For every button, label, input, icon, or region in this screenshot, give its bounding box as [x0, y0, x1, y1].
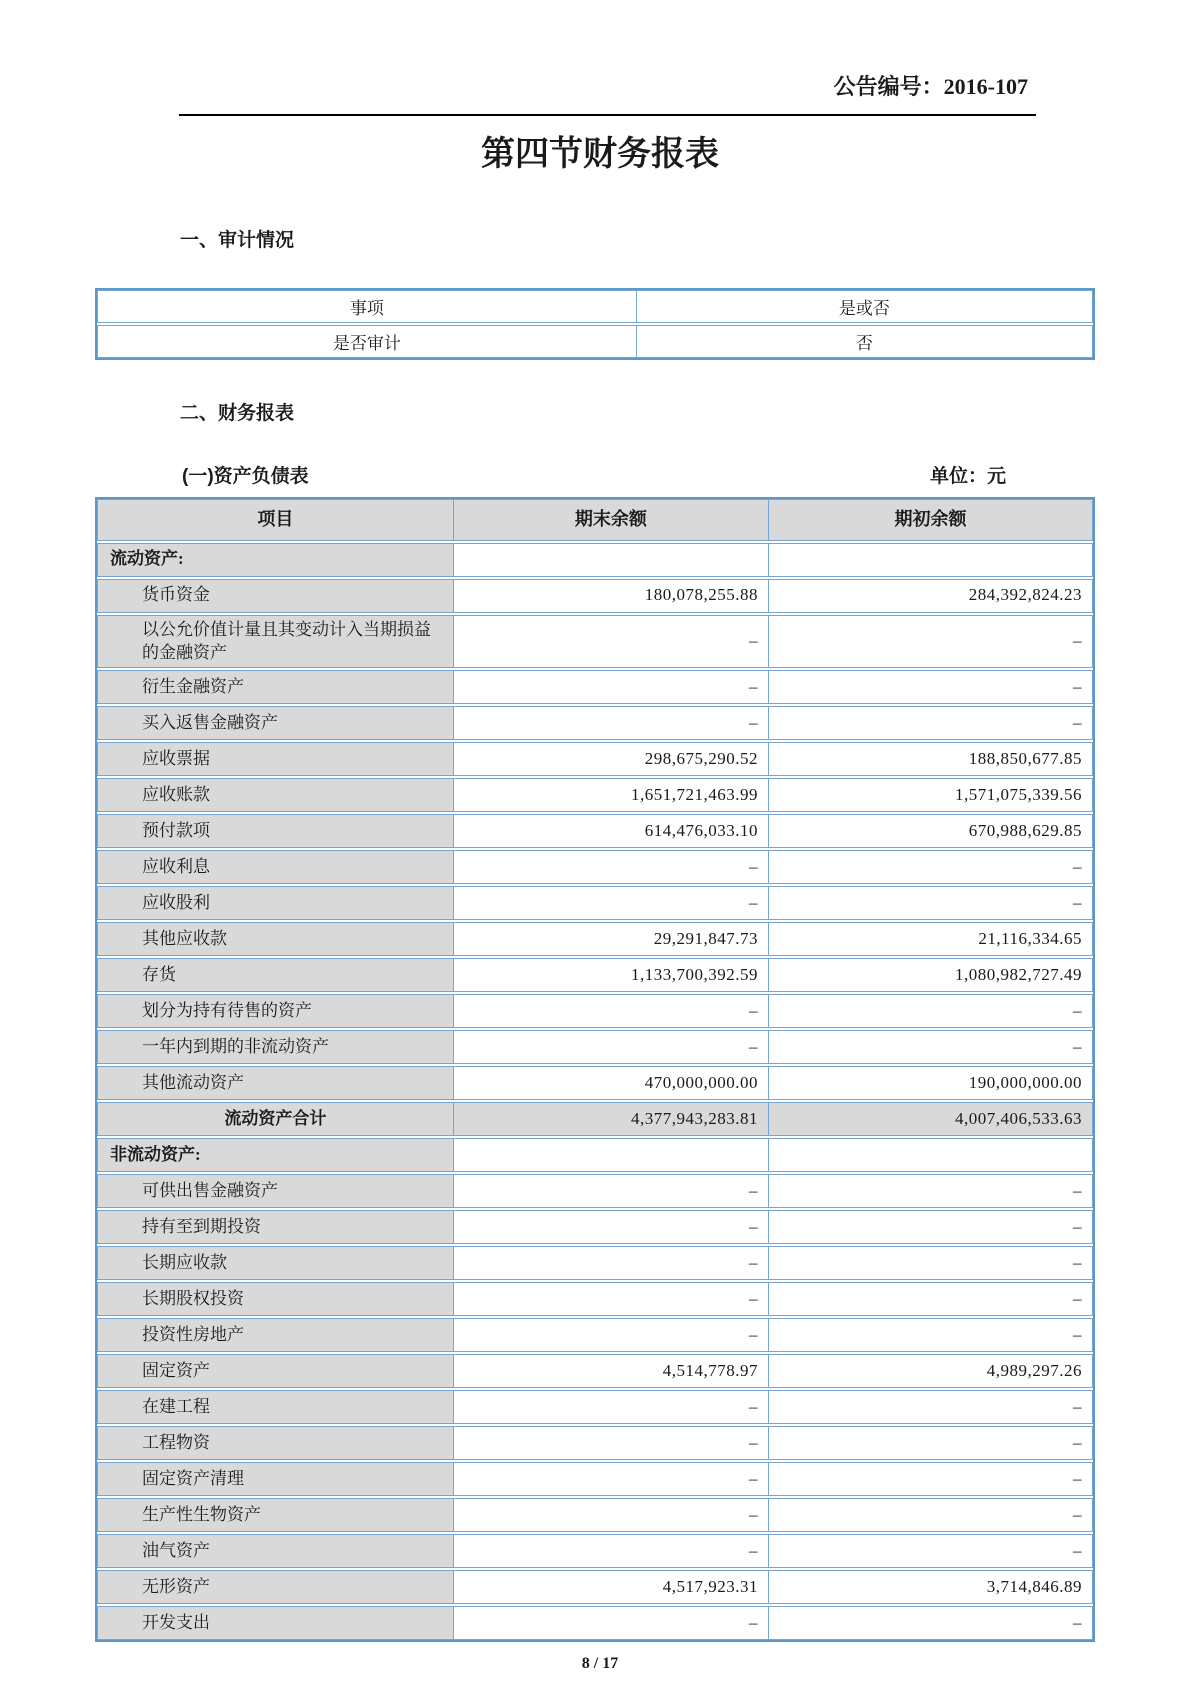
row-label: 应收票据	[98, 743, 454, 775]
row-value-end: –	[454, 1607, 769, 1639]
row-value-begin	[769, 1139, 1092, 1171]
row-label: 应收股利	[98, 887, 454, 919]
row-label: 衍生金融资产	[98, 671, 454, 703]
row-value-begin: –	[1073, 676, 1082, 696]
row-value-end: 4,514,778.97	[454, 1355, 769, 1387]
row-label: 开发支出	[98, 1607, 454, 1639]
table-row	[97, 1138, 1093, 1172]
row-value-begin: –	[1073, 1216, 1082, 1236]
row-value-end: 4,377,943,283.81	[454, 1103, 769, 1135]
table-row	[97, 1066, 1093, 1100]
header-rule	[179, 114, 1036, 116]
row-label: 流动资产:	[98, 544, 454, 576]
row-value-begin: –	[1073, 712, 1082, 732]
header-beginning-balance: 期初余额	[769, 500, 1092, 540]
table-row	[97, 1174, 1093, 1208]
row-value-begin: –	[1073, 1468, 1082, 1488]
row-label: 以公允价值计量且其变动计入当期损益的金融资产	[98, 616, 454, 668]
table-row	[97, 1534, 1093, 1568]
row-value-begin: 188,850,677.85	[968, 748, 1082, 768]
row-value-end: –	[454, 616, 769, 668]
row-value-end: –	[454, 1391, 769, 1423]
row-value-end: –	[454, 1319, 769, 1351]
row-value-begin: –	[1073, 1504, 1082, 1524]
unit-label: 单位：元	[929, 465, 1006, 487]
row-value-begin: –	[1073, 631, 1082, 651]
subsection-row	[95, 461, 1095, 488]
table-row	[97, 1210, 1093, 1244]
row-value-begin: 190,000,000.00	[968, 1072, 1082, 1092]
row-label: 油气资产	[98, 1535, 454, 1567]
audit-header-yesno: 是或否	[838, 298, 890, 318]
row-value-begin: –	[1073, 1612, 1082, 1632]
row-value-begin: –	[1073, 892, 1082, 912]
table-row	[97, 543, 1093, 577]
row-label: 非流动资产:	[98, 1139, 454, 1171]
table-row	[97, 1318, 1093, 1352]
table-row	[97, 1426, 1093, 1460]
row-value-end: –	[454, 1427, 769, 1459]
table-row	[97, 922, 1093, 956]
row-label: 货币资金	[98, 580, 454, 612]
row-value-begin: 4,989,297.26	[986, 1360, 1082, 1380]
row-label: 预付款项	[98, 815, 454, 847]
row-value-end: –	[454, 1031, 769, 1063]
table-row-total-current-assets	[97, 1102, 1093, 1136]
row-value-end: –	[454, 887, 769, 919]
row-value-end: –	[454, 707, 769, 739]
row-value-begin: –	[1073, 1432, 1082, 1452]
row-label: 一年内到期的非流动资产	[98, 1031, 454, 1063]
table-row	[97, 1498, 1093, 1532]
table-header-row	[97, 499, 1093, 541]
row-value-begin: –	[1073, 1288, 1082, 1308]
table-row	[97, 850, 1093, 884]
table-row	[97, 778, 1093, 812]
table-row	[97, 615, 1093, 669]
header-item: 项目	[98, 500, 454, 540]
table-row	[97, 958, 1093, 992]
row-value-end: 614,476,033.10	[454, 815, 769, 847]
row-value-begin: 1,080,982,727.49	[955, 964, 1082, 984]
row-label: 生产性生物资产	[98, 1499, 454, 1531]
table-row	[97, 1282, 1093, 1316]
row-label: 持有至到期投资	[98, 1211, 454, 1243]
row-label: 存货	[98, 959, 454, 991]
row-value-begin	[769, 544, 1092, 576]
row-label: 工程物资	[98, 1427, 454, 1459]
table-row	[97, 814, 1093, 848]
table-row	[97, 706, 1093, 740]
row-value-end: 180,078,255.88	[454, 580, 769, 612]
table-row	[97, 670, 1093, 704]
row-value-begin: –	[1073, 1180, 1082, 1200]
row-value-end: –	[454, 1499, 769, 1531]
table-row	[97, 742, 1093, 776]
row-value-end: –	[454, 1175, 769, 1207]
table-row	[97, 994, 1093, 1028]
table-row	[97, 1246, 1093, 1280]
row-value-begin: 284,392,824.23	[968, 585, 1082, 605]
row-value-end: –	[454, 1463, 769, 1495]
page-number: 8 / 17	[581, 1655, 619, 1673]
balance-sheet-table	[95, 497, 1095, 1643]
doc-number: 公告编号：2016-107	[833, 74, 1028, 99]
row-label: 买入返售金融资产	[98, 707, 454, 739]
audit-header-item: 事项	[98, 291, 637, 322]
section-heading-statements: 二、财务报表	[180, 402, 295, 424]
row-value-end: 298,675,290.52	[454, 743, 769, 775]
row-value-begin: –	[1073, 1396, 1082, 1416]
row-label: 划分为持有待售的资产	[98, 995, 454, 1027]
table-row	[97, 579, 1093, 613]
row-value-end: 470,000,000.00	[454, 1067, 769, 1099]
row-value-end: –	[454, 1247, 769, 1279]
row-value-begin: –	[1073, 1036, 1082, 1056]
table-row	[97, 1030, 1093, 1064]
audit-question: 是否审计	[98, 326, 637, 357]
section-heading-audit: 一、审计情况	[180, 229, 295, 251]
row-value-end: 4,517,923.31	[454, 1571, 769, 1603]
row-label: 投资性房地产	[98, 1319, 454, 1351]
audit-data-row	[97, 325, 1093, 358]
subsection-title: (一)资产负债表	[182, 465, 309, 487]
table-row	[97, 886, 1093, 920]
row-label: 流动资产合计	[98, 1103, 454, 1135]
row-value-end: 1,651,721,463.99	[454, 779, 769, 811]
row-label: 长期应收款	[98, 1247, 454, 1279]
row-value-end: 29,291,847.73	[454, 923, 769, 955]
row-value-end	[454, 544, 769, 576]
table-row	[97, 1390, 1093, 1424]
row-value-begin: 1,571,075,339.56	[955, 784, 1082, 804]
row-value-end: –	[454, 1211, 769, 1243]
table-row	[97, 1354, 1093, 1388]
row-value-end: –	[454, 1283, 769, 1315]
row-value-end: –	[454, 851, 769, 883]
row-value-begin: –	[1073, 1324, 1082, 1344]
row-label: 固定资产清理	[98, 1463, 454, 1495]
table-row	[97, 1462, 1093, 1496]
page-title: 第四节财务报表	[481, 135, 719, 174]
row-label: 可供出售金融资产	[98, 1175, 454, 1207]
row-label: 应收利息	[98, 851, 454, 883]
audit-table	[95, 288, 1095, 360]
row-label: 应收账款	[98, 779, 454, 811]
row-label: 无形资产	[98, 1571, 454, 1603]
row-value-begin: –	[1073, 856, 1082, 876]
row-value-begin: 4,007,406,533.63	[769, 1103, 1092, 1135]
table-row	[97, 1606, 1093, 1640]
row-label: 其他流动资产	[98, 1067, 454, 1099]
row-value-begin: –	[1073, 1252, 1082, 1272]
row-value-begin: 670,988,629.85	[968, 820, 1082, 840]
row-value-end: 1,133,700,392.59	[454, 959, 769, 991]
table-row	[97, 1570, 1093, 1604]
row-value-end: –	[454, 671, 769, 703]
row-value-end: –	[454, 995, 769, 1027]
row-value-begin: 3,714,846.89	[986, 1576, 1082, 1596]
audit-header-row	[97, 290, 1093, 323]
row-value-end: –	[454, 1535, 769, 1567]
header-ending-balance: 期末余额	[454, 500, 769, 540]
row-label: 其他应收款	[98, 923, 454, 955]
audit-answer: 否	[855, 333, 873, 353]
row-label: 固定资产	[98, 1355, 454, 1387]
row-value-begin: –	[1073, 1000, 1082, 1020]
row-label: 在建工程	[98, 1391, 454, 1423]
row-value-end	[454, 1139, 769, 1171]
row-value-begin: 21,116,334.65	[978, 928, 1082, 948]
row-value-begin: –	[1073, 1540, 1082, 1560]
row-label: 长期股权投资	[98, 1283, 454, 1315]
